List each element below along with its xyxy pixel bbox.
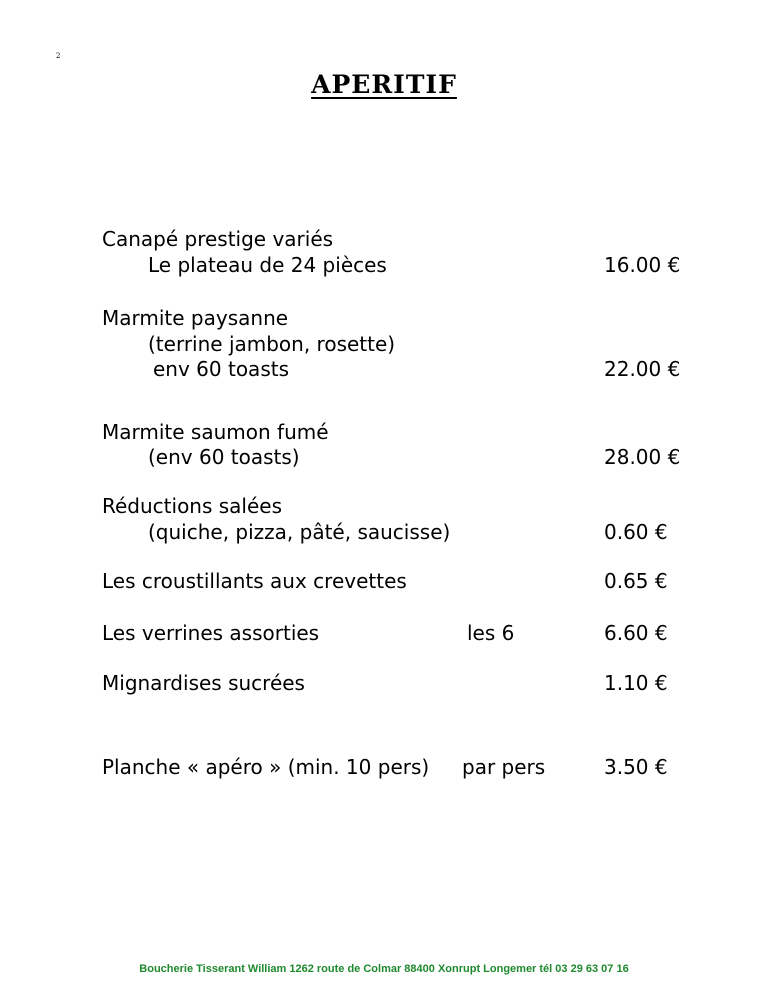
footer-contact: Boucherie Tisserant William 1262 route de Colmar 88400 Xonrupt Longemer tél 03 29 63 07 16 [139, 963, 629, 975]
item-detail: Le plateau de 24 pièces [148, 253, 387, 277]
item-price: 0.60 € [604, 520, 668, 544]
item-name: Canapé prestige variés [102, 227, 334, 251]
item-price: 16.00 € [604, 253, 681, 277]
item-price: 22.00 € [604, 357, 681, 381]
item-name: Les croustillants aux crevettes [102, 569, 407, 593]
item-detail: env 60 toasts [153, 357, 289, 381]
page-number: 2 [56, 52, 61, 60]
item-name: Mignardises sucrées [102, 671, 305, 695]
item-name: Réductions salées [102, 494, 283, 518]
item-price: 6.60 € [604, 621, 668, 645]
item-price: 3.50 € [604, 755, 668, 779]
item-detail: (env 60 toasts) [148, 445, 300, 469]
page-title: APERITIF [311, 70, 457, 99]
item-name: Marmite saumon fumé [102, 420, 329, 444]
item-name: Marmite paysanne [102, 306, 289, 330]
item-detail: (terrine jambon, rosette) [148, 332, 396, 356]
item-price: 0.65 € [604, 569, 668, 593]
item-price: 1.10 € [604, 671, 668, 695]
item-unit: par pers [462, 755, 546, 779]
item-name: Planche « apéro » (min. 10 pers) [102, 755, 430, 779]
item-price: 28.00 € [604, 445, 681, 469]
item-unit: les 6 [467, 621, 515, 645]
item-detail: (quiche, pizza, pâté, saucisse) [148, 520, 451, 544]
item-name: Les verrines assorties [102, 621, 320, 645]
